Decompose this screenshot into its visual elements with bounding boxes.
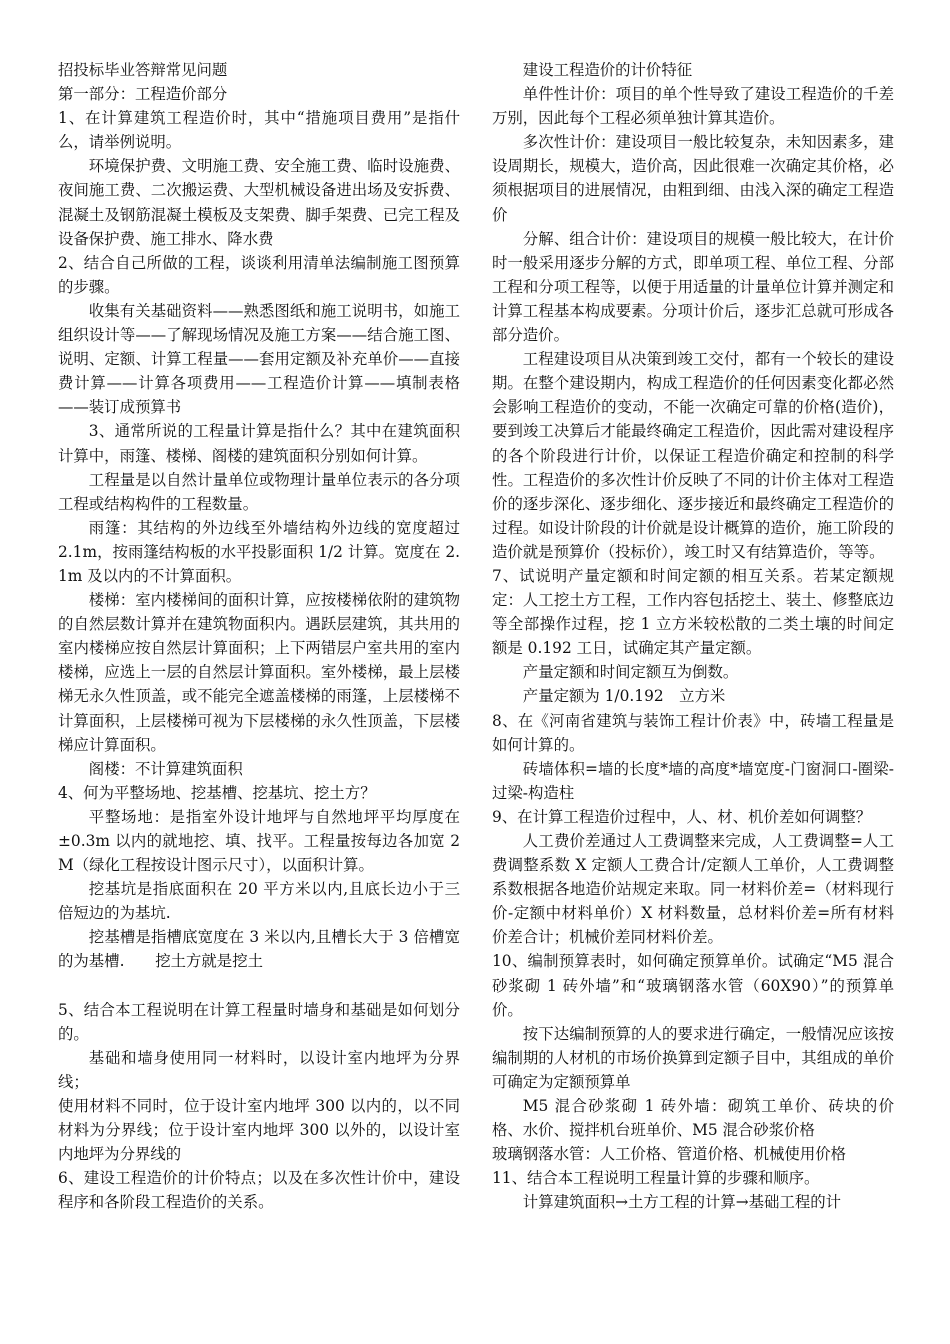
paragraph: 收集有关基础资料——熟悉图纸和施工说明书，如施工组织设计等——了解现场情况及施工方案——结合施工图、说明、定额、计算工程量——套用定额及补充单价——直接费计算——计算各项费用——工程造价计算——填制表格——装订成预算书 xyxy=(58,301,460,417)
paragraph: 9、在计算工程造价过程中，人、材、机价差如何调整？ xyxy=(492,807,872,826)
paragraph: 招投标毕业答辩常见问题 xyxy=(58,61,228,79)
paragraph: 多次性计价：建设项目一般比较复杂，未知因素多，建设周期长，规模大，造价高，因此很难一次确定其价格，必须根据项目的进展情况，由粗到细、由浅入深的确定工程造价 xyxy=(492,133,894,224)
paragraph: 3、通常所说的工程量计算是指什么？其中在建筑面积计算中，雨篷、楼梯、阁楼的建筑面积分别如何计算。 xyxy=(58,422,460,465)
paragraph: 8、在《河南省建筑与装饰工程计价表》中，砖墙工程量是如何计算的。 xyxy=(492,711,894,754)
paragraph xyxy=(58,974,460,998)
paragraph: 砖墙体积=墙的长度*墙的高度*墙宽度-门窗洞口-圈梁-过梁-构造柱 xyxy=(492,759,894,802)
paragraph: 平整场地：是指室外设计地坪与自然地坪平均厚度在±0.3m 以内的就地挖、填、找平。工程量按每边各加宽 2M（绿化工程按设计图示尺寸），以面积计算。 xyxy=(58,807,460,875)
paragraph: 挖基坑是指底面积在 20 平方米以内,且底长边小于三倍短边的为基坑. xyxy=(58,880,460,923)
paragraph: 10、编制预算表时，如何确定预算单价。试确定“M5 混合砂浆砌 1 砖外墙”和“玻璃钢落水管（60X90）”的预算单价。 xyxy=(492,952,894,1019)
paragraph: 11、结合本工程说明工程量计算的步骤和顺序。 xyxy=(492,1169,820,1188)
paragraph: 玻璃钢落水管：人工价格、管道价格、机械使用价格 xyxy=(492,1145,846,1164)
paragraph: 工程建设项目从决策到竣工交付，都有一个较长的建设期。在整个建设期内，构成工程造价的任何因素变化都必然会影响工程造价的变动，不能一次确定可靠的价格(造价)，要到竣工决算后才能最终确定工程造价，因此需对建设程序的各个阶段进行计价，以保证工程造价确定和控制的科学性。工程造价的多次性计价反映了不同的计价主体对工程造价的逐步深化、逐步细化、逐步接近和最终确定工程造价的过程。如设计阶段的计价就是设计概算的造价，施工阶段的造价就是预算价（投标价），竣工时又有结算造价，等等。 xyxy=(492,350,894,561)
paragraph: 第一部分：工程造价部分 xyxy=(58,85,228,104)
paragraph: 阁楼：不计算建筑面积 xyxy=(88,759,243,778)
paragraph: 雨篷：其结构的外边线至外墙结构外边线的宽度超过 2.1m，按雨篷结构板的水平投影面积 1/2 计算。宽度在 2.1m 及以内的不计算面积。 xyxy=(58,518,460,585)
paragraph: 计算建筑面积→土方工程的计算→基础工程的计 xyxy=(522,1193,842,1212)
paragraph: 单件性计价：项目的单个性导致了建设工程造价的千差万别，因此每个工程必须单独计算其造价。 xyxy=(492,85,894,128)
paragraph: 6、建设工程造价的计价特点；以及在多次性计价中，建设程序和各阶段工程造价的关系。 xyxy=(58,1169,460,1212)
paragraph: 4、何为平整场地、挖基槽、挖基坑、挖土方？ xyxy=(58,783,376,802)
paragraph: 产量定额和时间定额互为倒数。 xyxy=(522,663,739,682)
paragraph: 1、在计算建筑工程造价时，其中“措施项目费用”是指什么，请举例说明。 xyxy=(58,109,460,152)
left-column xyxy=(58,58,460,1215)
paragraph: 按下达编制预算的人的要求进行确定，一般情况应该按编制期的人材机的市场价换算到定额子目中，其组成的单价可确定为定额预算单 xyxy=(492,1024,894,1091)
paragraph: 工程量是以自然计量单位或物理计量单位表示的各分项工程或结构构件的工程数量。 xyxy=(58,470,460,513)
paragraph: 基础和墙身使用同一材料时，以设计室内地坪为分界线； xyxy=(58,1048,460,1091)
paragraph: 建设工程造价的计价特征 xyxy=(522,61,693,79)
right-column xyxy=(492,58,894,1215)
paragraph: 分解、组合计价：建设项目的规模一般比较大，在计价时一般采用逐步分解的方式，即单项工程、单位工程、分部工程和分项工程等，以便于用适量的计量单位计算并测定和计算工程基本构成要素。分项计价后，逐步汇总就可形成各部分造价。 xyxy=(492,229,894,345)
paragraph: 环境保护费、文明施工费、安全施工费、临时设施费、夜间施工费、二次搬运费、大型机械设备进出场及安拆费、混凝土及钢筋混凝土模板及支架费、脚手架费、已完工程及设备保护费、施工排水、降水费 xyxy=(58,157,460,248)
paragraph: 人工费价差通过人工费调整来完成，人工费调整=人工费调整系数 X 定额人工费合计/定额人工单价，人工费调整系数根据各地造价站规定来取。同一材料价差=（材料现行价-定额中材料单价）X 材料数量，总材料价差=所有材料价差合计；机械价差同材料价差。 xyxy=(492,832,894,947)
paragraph: 5、结合本工程说明在计算工程量时墙身和基础是如何划分的。 xyxy=(58,1000,460,1043)
paragraph: 挖基槽是指槽底宽度在 3 米以内,且槽长大于 3 倍槽宽的为基槽. 挖土方就是挖土 xyxy=(58,928,460,971)
paragraph: M5 混合砂浆砌 1 砖外墙：砌筑工单价、砖块的价格、水价、搅拌机台班单价、M5 混合砂浆价格 xyxy=(492,1097,894,1140)
paragraph: 2、结合自己所做的工程，谈谈利用清单法编制施工图预算的步骤。 xyxy=(58,253,460,296)
paragraph: 产量定额为 1/0.192 立方米 xyxy=(522,687,726,706)
paragraph: 7、试说明产量定额和时间定额的相互关系。若某定额规定：人工挖土方工程，工作内容包括挖土、装土、修整底边等全部操作过程，挖 1 立方米较松散的二类土壤的时间定额是 0.192 工日，试确定其产量定额。 xyxy=(492,566,894,658)
paragraph: 使用材料不同时，位于设计室内地坪 300 以内的，以不同材料为分界线；位于设计室内地坪 300 以外的，以设计室内地坪为分界线的 xyxy=(58,1097,460,1164)
paragraph: 楼梯：室内楼梯间的面积计算，应按楼梯依附的建筑物的自然层数计算并在建筑物面积内。遇跃层建筑，其共用的室内楼梯应按自然层计算面积；上下两错层户室共用的室内楼梯，应选上一层的自然层计算面积。室外楼梯，最上层楼梯无永久性顶盖，或不能完全遮盖楼梯的雨篷，上层楼梯不计算面积，上层楼梯可视为下层楼梯的永久性顶盖，下层楼梯应计算面积。 xyxy=(58,591,460,754)
